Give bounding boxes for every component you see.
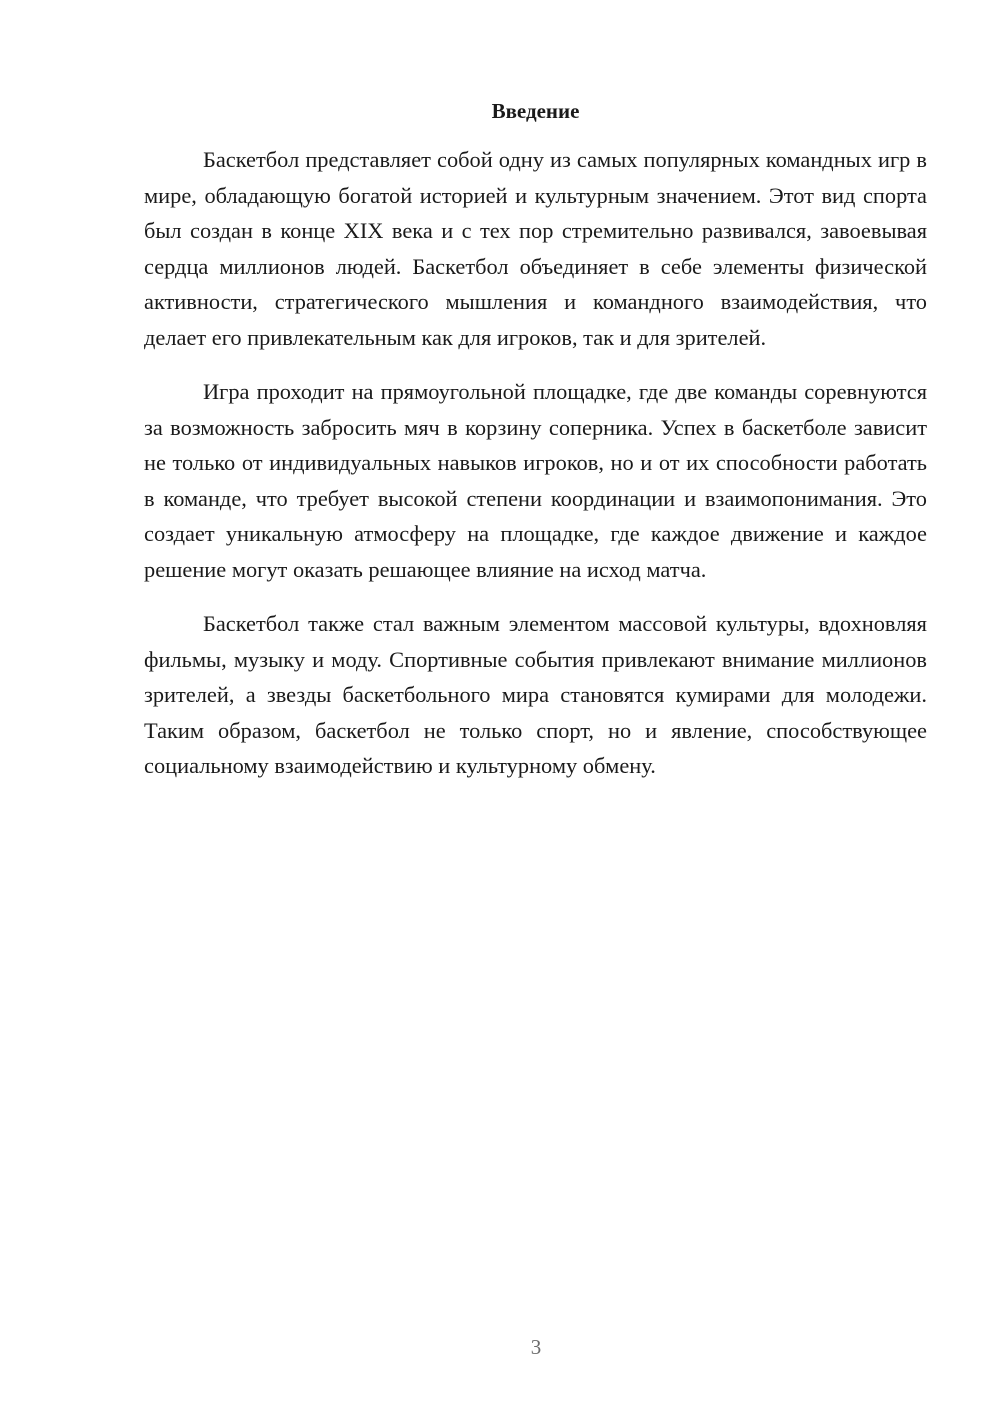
page-number: 3 bbox=[530, 1335, 542, 1359]
section-title: Введение bbox=[491, 99, 580, 123]
paragraph-1: Баскетбол представляет собой одну из самых популярных командных игр в мире, обладающую богатой историей и культурным значением. Этот вид спорта был создан в конце XIX века и с тех пор стремительно развивался, завоевывая сердца миллионов людей. Баскетбол объединяет в себе элементы физической активности, стратегического мышления и командного взаимодействия, что делает его привлекательным как для игроков, так и для зрителей. bbox=[144, 147, 927, 350]
page-content bbox=[144, 96, 927, 803]
paragraph-3: Баскетбол также стал важным элементом массовой культуры, вдохновляя фильмы, музыку и моду. Спортивные события привлекают внимание миллионов зрителей, а звезды баскетбольного мира становятся кумирами для молодежи. Таким образом, баскетбол не только спорт, но и явление, способствующее социальному взаимодействию и культурному обмену. bbox=[144, 611, 927, 778]
paragraph-2: Игра проходит на прямоугольной площадке, где две команды соревнуются за возможность забросить мяч в корзину соперника. Успех в баскетболе зависит не только от индивидуальных навыков игроков, но и от их способности работать в команде, что требует высокой степени координации и взаимопонимания. Это создает уникальную атмосферу на площадке, где каждое движение и каждое решение могут оказать решающее влияние на исход матча. bbox=[144, 379, 927, 582]
